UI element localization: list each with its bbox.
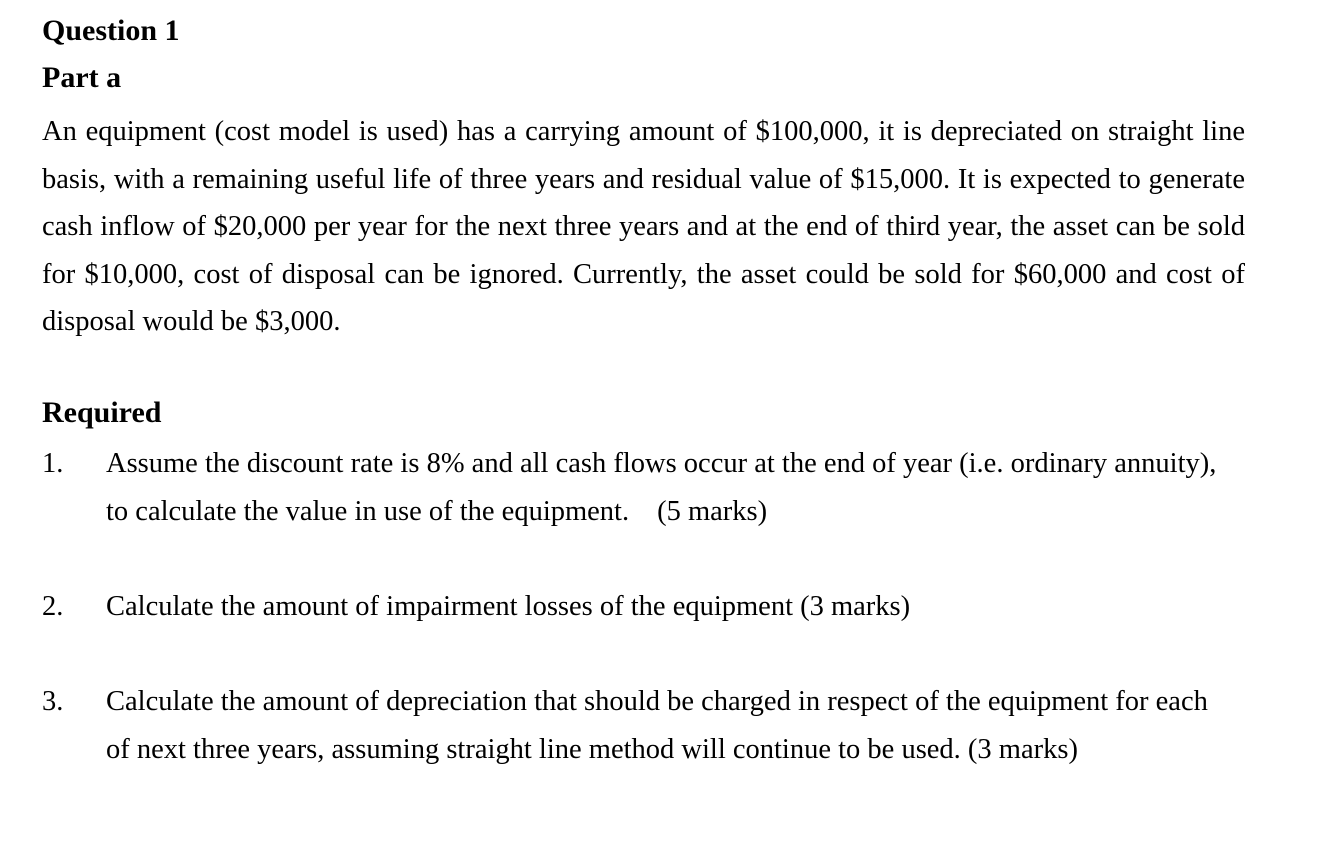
requirement-body: Assume the discount rate is 8% and all cash flows occur at the end of year (i.e. ordinary annuity), to calculate the value in use of the equipment. (106, 448, 1217, 527)
requirement-text: Calculate the amount of impairment losses of the equipment (3 marks) (106, 591, 911, 622)
requirement-text (106, 440, 1236, 535)
requirement-item-2 (42, 583, 1252, 631)
question-title: Question 1 (42, 14, 180, 47)
required-title: Required (42, 396, 162, 429)
scenario-paragraph: An equipment (cost model is used) has a carrying amount of $100,000, it is depreciated on straight line basis, with a remaining useful life of three years and residual value of $15,000. It is expected to generate cash inflow of $20,000 per year for the next three years and at the end of third year, the asset can be sold for $10,000, cost of disposal can be ignored. Currently, the asset could be sold for $60,000 and cost of disposal would be $3,000. (42, 116, 1245, 338)
requirement-number: 3. (42, 686, 64, 717)
part-title: Part a (42, 61, 122, 94)
requirement-text: Calculate the amount of depreciation that should be charged in respect of the equipment for each of next three years, assuming straight line method will continue to be used. (3 marks) (106, 686, 1208, 765)
requirement-item-3 (42, 678, 1252, 773)
requirement-number: 1. (42, 448, 64, 479)
requirement-item-1 (42, 440, 1252, 535)
requirement-marks: (5 marks) (657, 495, 768, 527)
requirement-number: 2. (42, 591, 64, 622)
